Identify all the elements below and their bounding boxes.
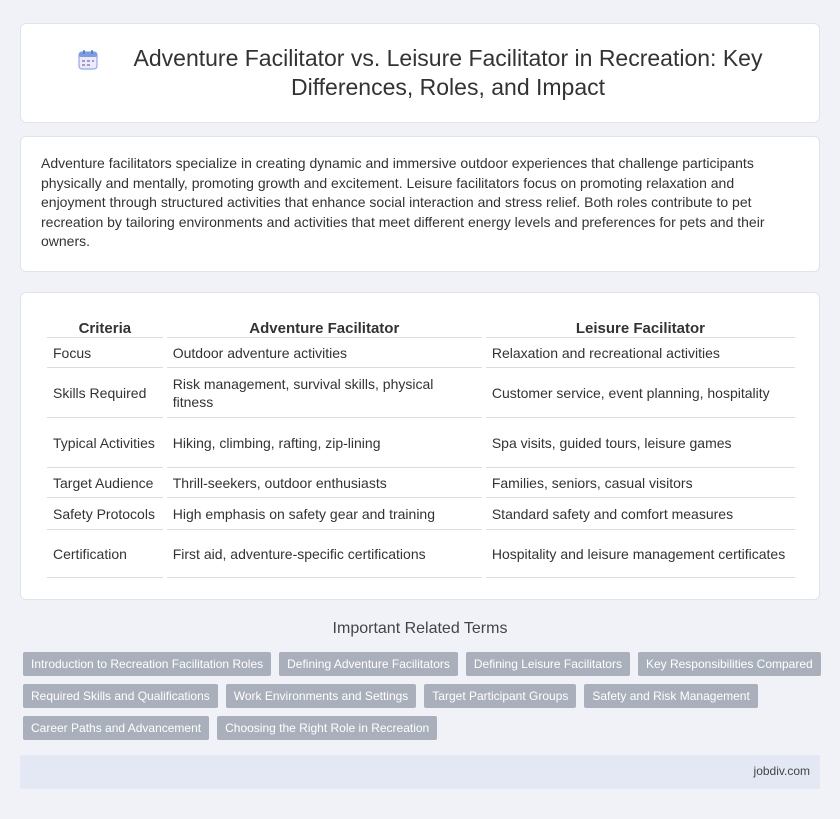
header-adventure: Adventure Facilitator [167,314,482,338]
criteria-cell: Focus [47,338,163,368]
criteria-cell: Safety Protocols [47,498,163,530]
related-terms-heading: Important Related Terms [332,620,508,637]
table-row [47,338,795,368]
related-term-tag[interactable]: Required Skills and Qualifications [23,684,218,708]
leisure-cell: Standard safety and comfort measures [486,498,795,530]
adventure-cell: Risk management, survival skills, physical fitness [167,368,482,418]
footer-site-link[interactable]: jobdiv.com [753,764,810,778]
leisure-cell: Hospitality and leisure management certificates [486,530,795,578]
adventure-cell: Thrill-seekers, outdoor enthusiasts [167,468,482,498]
related-term-tag[interactable]: Defining Leisure Facilitators [466,652,630,676]
criteria-cell: Typical Activities [47,418,163,468]
intro-paragraph: Adventure facilitators specialize in creating dynamic and immersive outdoor experiences that challenge participants physically and mentally, promoting growth and excitement. Leisure facilitators focus on promoting relaxation and enjoyment through structured activities that enhance social interaction and stress relief. Both roles contribute to pet recreation by tailoring environments and activities that meet different energy levels and preferences for pets and their owners. [41,155,765,249]
leisure-cell: Relaxation and recreational activities [486,338,795,368]
page-title: Adventure Facilitator vs. Leisure Facilitator in Recreation: Key Differences, Roles, and Impact [133,45,763,100]
leisure-cell: Customer service, event planning, hospitality [486,368,795,418]
table-row [47,468,795,498]
leisure-cell: Families, seniors, casual visitors [486,468,795,498]
criteria-cell: Certification [47,530,163,578]
table-header-row [47,314,795,338]
table-row [47,368,795,418]
header-criteria: Criteria [47,314,163,338]
intro-card [20,136,820,272]
leisure-cell: Spa visits, guided tours, leisure games [486,418,795,468]
footer [20,755,820,789]
table-row [47,530,795,578]
adventure-cell: Hiking, climbing, rafting, zip-lining [167,418,482,468]
related-term-tag[interactable]: Defining Adventure Facilitators [279,652,458,676]
related-term-tag[interactable]: Key Responsibilities Compared [638,652,821,676]
related-term-tag[interactable]: Introduction to Recreation Facilitation Roles [23,652,271,676]
table-row [47,418,795,468]
related-term-tag[interactable]: Work Environments and Settings [226,684,417,708]
comparison-table [43,314,799,578]
criteria-cell: Skills Required [47,368,163,418]
adventure-cell: High emphasis on safety gear and training [167,498,482,530]
adventure-cell: Outdoor adventure activities [167,338,482,368]
related-term-tag[interactable]: Career Paths and Advancement [23,716,209,740]
adventure-cell: First aid, adventure-specific certifications [167,530,482,578]
header-leisure: Leisure Facilitator [486,314,795,338]
related-term-tag[interactable]: Target Participant Groups [424,684,576,708]
table-row [47,498,795,530]
title-card [20,23,820,123]
related-term-tag[interactable]: Safety and Risk Management [584,684,757,708]
related-terms-list [23,652,823,748]
related-term-tag[interactable]: Choosing the Right Role in Recreation [217,716,437,740]
criteria-cell: Target Audience [47,468,163,498]
comparison-card [20,292,820,600]
